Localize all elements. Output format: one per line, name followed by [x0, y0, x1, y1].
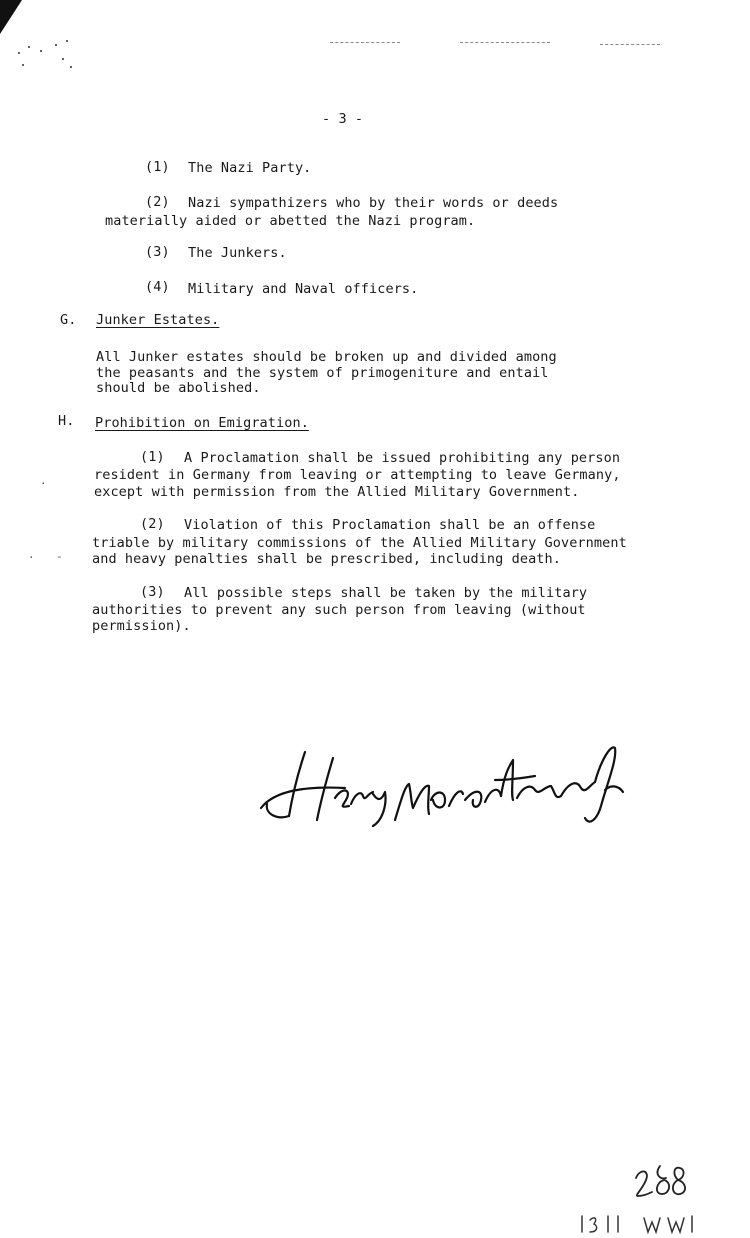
scan-dash-line [330, 42, 400, 43]
body-line: All Junker estates should be broken up and divided among [96, 349, 557, 365]
section-heading: Junker Estates. [96, 312, 220, 328]
scan-dash-line [600, 44, 660, 45]
body-line: should be abolished. [96, 380, 261, 396]
handwritten-folio-image [630, 1160, 690, 1202]
scan-speck [40, 50, 42, 52]
section-heading: Prohibition on Emigration. [95, 415, 309, 431]
scan-speck [55, 44, 57, 46]
item-number: (4) [145, 279, 170, 295]
scan-speck [70, 66, 72, 68]
body-line: authorities to prevent any such person from leaving (without [92, 602, 586, 618]
margin-mark: . [40, 474, 47, 487]
body-line: Violation of this Proclamation shall be an offense [184, 517, 596, 533]
paragraph-number: (3) [140, 584, 165, 600]
item-text: The Nazi Party. [188, 160, 312, 176]
body-line: All possible steps shall be taken by the military [184, 585, 588, 601]
section-letter: G. [60, 312, 77, 328]
scan-speck [62, 58, 64, 60]
section-letter: H. [58, 413, 75, 429]
item-text: The Junkers. [188, 245, 287, 261]
margin-mark: - [56, 550, 63, 563]
scan-speck [18, 52, 20, 54]
scan-dash-line [460, 42, 550, 43]
body-line: permission). [92, 618, 191, 634]
scan-speck [28, 46, 30, 48]
item-text: materially aided or abetted the Nazi program. [105, 213, 476, 229]
margin-mark: . [28, 548, 35, 561]
handwritten-note-image [578, 1210, 708, 1236]
item-text: Military and Naval officers. [188, 281, 419, 297]
item-number: (2) [145, 194, 170, 210]
body-line: except with permission from the Allied Military Government. [94, 484, 580, 500]
scan-speck [66, 40, 68, 42]
item-number: (1) [145, 159, 170, 175]
item-text: Nazi sympathizers who by their words or deeds [188, 195, 559, 211]
body-line: resident in Germany from leaving or attempting to leave Germany, [94, 467, 621, 483]
body-line: triable by military commissions of the Allied Military Government [92, 535, 627, 551]
scan-speck [22, 64, 24, 66]
page-number: - 3 - [322, 111, 364, 127]
paragraph-number: (2) [140, 516, 165, 532]
paragraph-number: (1) [140, 449, 165, 465]
body-line: and heavy penalties shall be prescribed, including death. [92, 551, 561, 567]
body-line: the peasants and the system of primogeniture and entail [96, 365, 549, 381]
item-number: (3) [145, 244, 170, 260]
signature-image [255, 730, 635, 830]
scan-corner-mark [0, 0, 22, 34]
body-line: A Proclamation shall be issued prohibiting any person [184, 450, 621, 466]
